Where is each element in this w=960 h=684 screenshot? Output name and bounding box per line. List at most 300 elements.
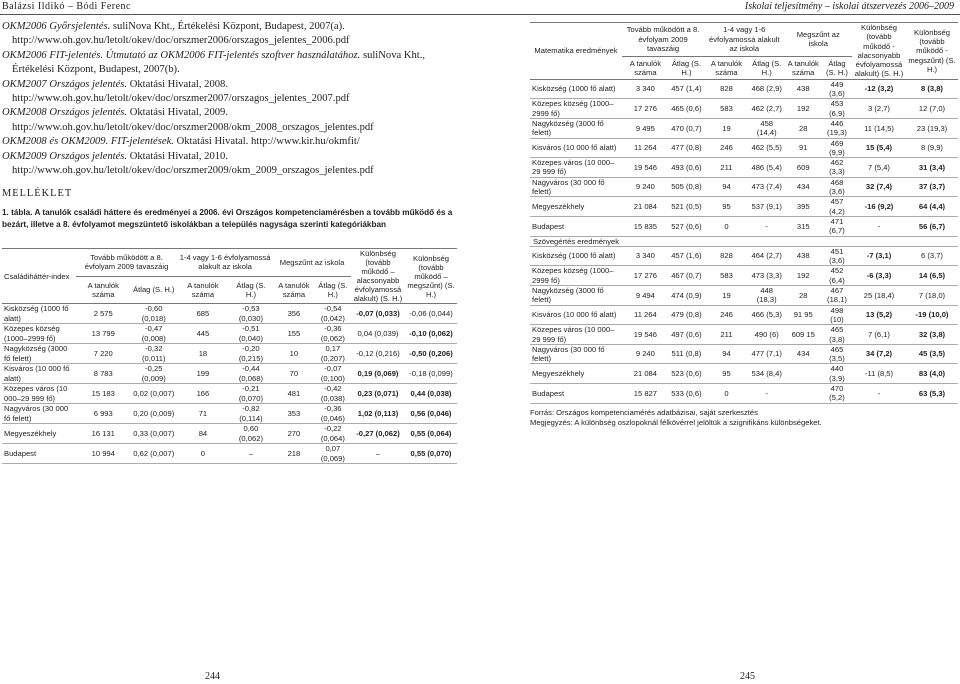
table-cell: 63 (5,3) [906,383,958,403]
table-cell: -0,54 (0,042) [315,304,351,324]
table-cell: 218 [273,444,315,464]
right-page [530,22,958,428]
t2-group-5: Különbség (tovább működő - megszűnt) (S. H.) [906,23,958,80]
row-label: Budapest [530,216,622,236]
reference-details: Oktatási Hivatal, 2009. http://www.oh.gov.hu/letolt/okev/doc/orszmer2008/okm_2008_orszagos_jelentes.pdf [12,107,374,133]
table-cell: -0,44 (0,068) [229,364,273,384]
table-cell: -6 (3,3) [852,266,906,286]
table-cell: 8 (3,8) [906,79,958,99]
table-row [530,286,958,306]
reference-details: Oktatási Hivatal. http://www.kir.hu/okmfit/ [173,136,360,148]
reference-details: suliNova Kht., Értékelési Központ, Budapest, 2007(b). [12,49,426,76]
table-cell: 13 799 [76,324,131,344]
table-cell: 462 (5,5) [749,138,785,158]
table-cell: 12 (7,0) [906,99,958,119]
table-cell: 0,55 (0,070) [405,444,457,464]
table-cell: 467 (0,7) [669,266,704,286]
table-cell: 452 (6,4) [822,266,852,286]
table-row [530,138,958,158]
reference-title: OKM2008 Országos jelentés. [2,107,128,119]
row-label: Kisváros (10 000 fő alatt) [530,138,622,158]
table-cell: 70 [273,364,315,384]
reference-title: OKM2007 Országos jelentés. [2,78,128,90]
reference-item [2,49,460,78]
table-cell: -0,47 (0,008) [131,324,178,344]
table-cell: 315 [785,216,822,236]
table-cell: 481 [273,384,315,404]
row-label: Nagyközség (3000 fő felett) [530,118,622,138]
table-cell: -7 (3,1) [852,246,906,266]
table-cell: 7 (5,4) [852,158,906,178]
table-cell: 192 [785,99,822,119]
table-row [2,424,457,444]
reference-details: Oktatási Hivatal, 2008. http://www.oh.gov.hu/letolt/okev/doc/orszmer2007/orszagos_jelentes_2007.pdf [12,78,350,105]
table-cell: 438 [785,79,822,99]
empty-cell [704,236,749,246]
table-cell: 31 (3,4) [906,158,958,178]
table-cell: -0,27 (0,062) [351,424,405,444]
tanulok-szama-header: A tanulók száma [273,276,315,304]
table-cell: 465 (3,8) [822,325,852,345]
reference-item [2,20,460,49]
table-cell: 14 (6,5) [906,266,958,286]
table-cell: -0,18 (0,099) [405,364,457,384]
table-cell: 32 (7,4) [852,177,906,197]
table-row [530,118,958,138]
table-cell: 533 (0,6) [669,383,704,403]
table-cell: 468 (2,9) [749,79,785,99]
table-cell: 473 (7,4) [749,177,785,197]
table-cell: 0,23 (0,071) [351,384,405,404]
t1-group-1: Tovább működött a 8. évfolyam 2009 tavaszáig [76,249,177,277]
tanulok-szama-header: A tanulók száma [76,276,131,304]
table-cell: 505 (0,8) [669,177,704,197]
table-cell: -0,53 (0,030) [229,304,273,324]
table-cell: -0,12 (0,216) [351,344,405,364]
table-cell: 685 [177,304,229,324]
row-label: Közepes város (10 000–29 999 fő) [530,158,622,178]
t2-rowhead: Matematika eredmények [530,23,622,80]
table-cell: 94 [704,177,749,197]
t1-group-3: Megszűnt az iskola [273,249,351,277]
table-cell: 0 [177,444,229,464]
reference-title: OKM2009 Országos jelentés. [2,150,128,162]
table-cell: 9 240 [622,177,669,197]
table-cell: 13 (5,2) [852,305,906,325]
t1-group-5: Különbség (tovább működő – megszűnt) (S. H.) [405,249,457,304]
table-cell: -0,07 (0,100) [315,364,351,384]
table-cell: 479 (0,8) [669,305,704,325]
table2-footnotes [530,408,958,428]
empty-cell [822,236,852,246]
table-cell: 828 [704,246,749,266]
table-cell: 64 (4,4) [906,197,958,217]
table-cell: -0,22 (0,064) [315,424,351,444]
table-cell: -0,07 (0,033) [351,304,405,324]
reference-list [2,20,460,178]
table-cell: 23 (19,3) [906,118,958,138]
table-cell: 9 494 [622,286,669,306]
table-cell: 497 (0,6) [669,325,704,345]
table-cell: -0,36 (0,062) [315,324,351,344]
table-cell: 486 (5,4) [749,158,785,178]
table-cell: 457 (4,2) [822,197,852,217]
table-cell: 477 (7,1) [749,344,785,364]
table-row [530,364,958,384]
table-cell: 462 (3,3) [822,158,852,178]
table-cell: - [749,383,785,403]
table-cell: 270 [273,424,315,444]
table-cell: -0,20 (0,215) [229,344,273,364]
table-cell: 19 546 [622,158,669,178]
table-cell: 470 (5,2) [822,383,852,403]
header-title: Iskolai teljesítmény – iskolai átszervezés 2006–2009 [744,1,954,12]
table-cell: -0,50 (0,206) [405,344,457,364]
table-cell: 3 (2,7) [852,99,906,119]
table-cell: 17 276 [622,266,669,286]
table-cell: 464 (2,7) [749,246,785,266]
table-cell: 0,04 (0,039) [351,324,405,344]
table-cell: 356 [273,304,315,324]
table-cell: 56 (6,7) [906,216,958,236]
reference-item [2,78,460,107]
row-label: Kisközség (1000 fő alatt) [530,246,622,266]
table1-caption: 1. tábla. A tanulók családi háttere és eredményei a 2006. évi Országos kompetenciamérésben a tovább működő és a bezárt, illetve a 8. évfolyamot megszüntető iskolákban a település nagysága szerinti kategóriákban [2,208,453,230]
table-cell: 9 495 [622,118,669,138]
table-cell: 490 (6) [749,325,785,345]
table-cell: -16 (9,2) [852,197,906,217]
row-label: Közepes község (1000–2999 fő) [530,99,622,119]
table-cell: 21 084 [622,197,669,217]
table-cell: 493 (0,6) [669,158,704,178]
row-label: Közepes község (1000–2999 fő) [530,266,622,286]
row-label: Megyeszékhely [2,424,76,444]
empty-cell [852,236,906,246]
table-cell: 11 264 [622,305,669,325]
appendix-heading: MELLÉKLET [2,188,73,200]
source-note: Forrás: Országos kompetenciamérés adatbázisai, saját szerkesztés [530,407,758,417]
empty-cell [906,236,958,246]
table-row [530,383,958,403]
table-cell: 511 (0,8) [669,344,704,364]
header-authors: Balázsi Ildikó – Bódi Ferenc [2,1,131,12]
table-cell: 166 [177,384,229,404]
reference-title: OKM2008 és OKM2009. FIT-jelentések. [2,136,174,148]
table-cell: 451 (3,6) [822,246,852,266]
table-cell: 462 (2,7) [749,99,785,119]
table-cell: 8 783 [76,364,131,384]
table-cell: 609 [785,158,822,178]
table-cell: 18 [177,344,229,364]
reference-details: Oktatási Hivatal, 2010. http://www.oh.gov.hu/letolt/okev/doc/orszmer2009/okm_2009_orszagos_jelentes.pdf [12,150,374,177]
table-cell: -0,60 (0,018) [131,304,178,324]
table-cell: 453 (6,9) [822,99,852,119]
table-cell: 353 [273,404,315,424]
table-cell: 583 [704,99,749,119]
table-cell: 0,19 (0,069) [351,364,405,384]
row-label: Budapest [2,444,76,464]
table-cell: 438 [785,246,822,266]
table-cell: 0,33 (0,007) [131,424,178,444]
table-cell: 0,07 (0,069) [315,444,351,464]
table-cell: -11 (8,5) [852,364,906,384]
table-cell: 2 575 [76,304,131,324]
table-cell: 7 220 [76,344,131,364]
table-cell: 16 131 [76,424,131,444]
table-cell: -0,25 (0,009) [131,364,178,384]
table-cell: 440 (3,9) [822,364,852,384]
table-cell: 34 (7,2) [852,344,906,364]
table-cell: 0,20 (0,009) [131,404,178,424]
row-label: Nagyváros (30 000 fő felett) [2,404,76,424]
table-cell: -0,10 (0,062) [405,324,457,344]
tanulok-szama-header: A tanulók száma [622,56,669,79]
t2-group-2: 1-4 vagy 1-6 évfolyamossá alakult az iskola [704,23,784,57]
table-cell: -19 (10,0) [906,305,958,325]
row-label: Nagyközség (3000 fő felett) [530,286,622,306]
table-cell: 3 340 [622,246,669,266]
t2-group-3: Megszűnt az iskola [785,23,853,57]
section-header-row [530,236,958,246]
table-cell [785,383,822,403]
empty-cell [749,236,785,246]
table1 [2,248,457,464]
table-cell: 469 (9,9) [822,138,852,158]
table-cell: 199 [177,364,229,384]
reference-title: OKM2006 FIT-jelentés. Útmutató az OKM2006 FIT-jelentés szoftver használatához. [2,49,361,61]
table-cell: 434 [785,344,822,364]
table-cell: -0,36 (0,046) [315,404,351,424]
row-label: Budapest [530,383,622,403]
table-cell: 15 183 [76,384,131,404]
table-cell: 6 993 [76,404,131,424]
table-row [530,246,958,266]
row-label: Kisközség (1000 fő alatt) [530,79,622,99]
table2 [530,22,958,428]
table-cell: 537 (9,1) [749,197,785,217]
table-cell: 534 (8,4) [749,364,785,384]
tanulok-szama-header: A tanulók száma [704,56,749,79]
table-cell: 15 835 [622,216,669,236]
table-cell: -0,82 (0,114) [229,404,273,424]
table-cell: 0,44 (0,038) [405,384,457,404]
table-row [530,158,958,178]
table-row [2,384,457,404]
table-cell: 21 084 [622,364,669,384]
table-cell: 0,17 (0,207) [315,344,351,364]
table-cell: 19 [704,286,749,306]
atlag-header: Átlag (S. H.) [669,56,704,79]
table-cell: 19 546 [622,325,669,345]
table-cell: 0 [704,216,749,236]
table-cell: 155 [273,324,315,344]
row-label: Kisváros (10 000 fő alatt) [530,305,622,325]
row-label: Kisközség (1000 fő alatt) [2,304,76,324]
table-cell: 0,56 (0,046) [405,404,457,424]
table-cell: 458 (14,4) [749,118,785,138]
table-cell: 467 (18,1) [822,286,852,306]
reference-item [2,135,460,149]
table-cell: 32 (3,8) [906,325,958,345]
reading-section-label: Szövegértés eredmények [530,236,622,246]
table-cell: 11 264 [622,138,669,158]
page-number-right: 245 [740,671,755,682]
table-cell: 37 (3,7) [906,177,958,197]
tanulok-szama-header: A tanulók száma [785,56,822,79]
table-cell: 470 (0,7) [669,118,704,138]
table-row [2,444,457,464]
table-cell: -0,21 (0,070) [229,384,273,404]
row-label: Közepes község (1000–2999 fő) [2,324,76,344]
table-cell: 3 340 [622,79,669,99]
table-cell: 828 [704,79,749,99]
table-cell: 465 (0,6) [669,99,704,119]
table-cell: -0,32 (0,011) [131,344,178,364]
t1-group-4: Különbség (tovább működő – alacsonyabb évfolyamossá alakult) (S. H.) [351,249,405,304]
table-cell: 15 (5,4) [852,138,906,158]
table-cell: 94 [704,344,749,364]
table-cell: 246 [704,138,749,158]
row-label: Nagyközség (3000 fő felett) [2,344,76,364]
table-row [530,177,958,197]
row-label: Közepes város (10 000–29 999 fő) [530,325,622,345]
table-cell: 95 [704,364,749,384]
table-cell: 457 (1,4) [669,79,704,99]
row-label: Nagyváros (30 000 fő felett) [530,177,622,197]
table-cell: 0,55 (0,064) [405,424,457,444]
table-cell: 395 [785,197,822,217]
table-cell: 1,02 (0,113) [351,404,405,424]
table-cell: 474 (0,9) [669,286,704,306]
left-page [0,20,460,231]
table-cell: 28 [785,118,822,138]
table-cell: 45 (3,5) [906,344,958,364]
table-row [530,216,958,236]
table-cell: 465 (3,5) [822,344,852,364]
table-cell: 28 [785,286,822,306]
table-row [2,364,457,384]
table-cell: 211 [704,158,749,178]
table-cell: 7 (18,0) [906,286,958,306]
table-cell: 583 [704,266,749,286]
table-cell: 0 [704,383,749,403]
table-cell: 449 (3,6) [822,79,852,99]
table-cell: 527 (0,6) [669,216,704,236]
table-cell: 445 [177,324,229,344]
table-cell: 0,02 (0,007) [131,384,178,404]
table-cell: 9 240 [622,344,669,364]
atlag-header: Átlag (S. H.) [822,56,852,79]
table-cell: 25 (18,4) [852,286,906,306]
table-cell: 11 (14,5) [852,118,906,138]
table-cell: 192 [785,266,822,286]
t2-group-4: Különbség (tovább működő - alacsonyabb évfolyamossá alakult) (S. H.) [852,23,906,80]
t2-group-1: Tovább működött a 8. évfolyam 2009 tavaszáig [622,23,704,57]
table-row [530,344,958,364]
table-cell: 10 994 [76,444,131,464]
table-cell: 95 [704,197,749,217]
header-rule [0,14,960,15]
t1-group-2: 1-4 vagy 1-6 évfolyamossá alakult az iskola [177,249,273,277]
table-row [530,305,958,325]
table-cell: 91 95 [785,305,822,325]
table-cell: 0,62 (0,007) [131,444,178,464]
table-cell: 10 [273,344,315,364]
reference-item [2,150,460,179]
atlag-header: Átlag (S. H.) [749,56,785,79]
table-cell: 246 [704,305,749,325]
table-row [2,304,457,324]
row-label: Kisváros (10 000 fő alatt) [2,364,76,384]
table-cell: 19 [704,118,749,138]
table-cell: 446 (19,3) [822,118,852,138]
table-cell: 211 [704,325,749,345]
table-cell: 609 15 [785,325,822,345]
table-cell: 8 (9,9) [906,138,958,158]
reference-details: suliNova Kht., Értékelési Központ, Budapest, 2007(a). http://www.oh.gov.hu/letolt/okev/doc/orszmer2006/orszagos_jelentes_2006.pdf [12,21,350,47]
row-label: Megyeszékhely [530,197,622,217]
empty-cell [622,236,669,246]
table-cell: 523 (0,6) [669,364,704,384]
row-label: Közepes város (10 000–29 999 fő) [2,384,76,404]
reference-title: OKM2006 Győrsjelentés. [2,21,111,32]
table-cell [785,364,822,384]
table-cell: 0,60 (0,062) [229,424,273,444]
table-cell: 471 (6,7) [822,216,852,236]
table-cell: - [852,216,906,236]
atlag-header: Átlag (S. H.) [229,276,273,304]
table-cell: 84 [177,424,229,444]
atlag-header: Átlag (S. H.) [315,276,351,304]
table-row [2,344,457,364]
table-cell: - [749,216,785,236]
table-cell: – [229,444,273,464]
table-cell: 498 (10) [822,305,852,325]
table-cell: -12 (3,2) [852,79,906,99]
table-cell: 477 (0,8) [669,138,704,158]
table-cell: 473 (3,3) [749,266,785,286]
table-cell: 17 276 [622,99,669,119]
page-number-left: 244 [205,671,220,682]
t1-rowhead: Családiháttér-index [2,249,76,304]
atlag-header: Átlag (S. H.) [131,276,178,304]
table-row [530,99,958,119]
table-cell: -0,42 (0,038) [315,384,351,404]
table-cell: - [852,383,906,403]
table-cell: 6 (3,7) [906,246,958,266]
table-row [2,404,457,424]
table-cell: 448 (18,3) [749,286,785,306]
tanulok-szama-header: A tanulók száma [177,276,229,304]
table-row [530,197,958,217]
table-cell: 71 [177,404,229,424]
table-row [530,266,958,286]
table-cell: 468 (3,6) [822,177,852,197]
table-row [530,325,958,345]
table-cell: 91 [785,138,822,158]
table-cell: 7 (6,1) [852,325,906,345]
table-cell: 15 827 [622,383,669,403]
table-row [530,79,958,99]
empty-cell [669,236,704,246]
empty-cell [785,236,822,246]
table-cell: 466 (5,3) [749,305,785,325]
table-cell: 83 (4,0) [906,364,958,384]
remark-note: Megjegyzés: A különbség oszlopoknál félkövérrel jelöltük a szignifikáns különbségeket. [530,417,822,427]
reference-item [2,106,460,135]
table-cell: -0,06 (0,044) [405,304,457,324]
row-label: Nagyváros (30 000 fő felett) [530,344,622,364]
